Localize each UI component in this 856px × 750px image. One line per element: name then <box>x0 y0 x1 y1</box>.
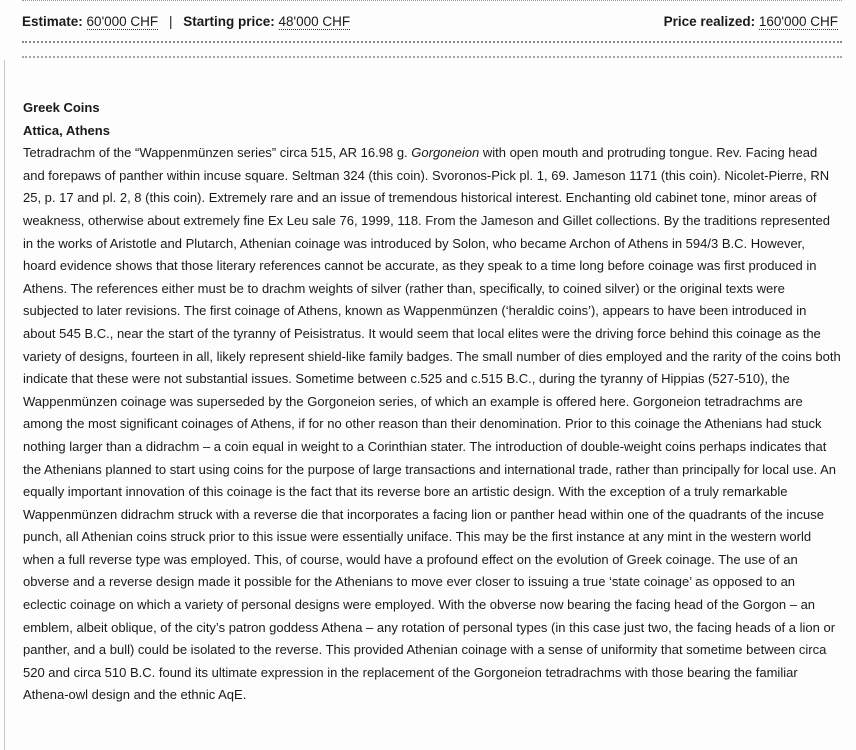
lot-title-italic: Gorgoneion <box>411 145 480 161</box>
lot-entry <box>23 97 841 707</box>
price-header-right <box>664 14 838 29</box>
dotted-divider <box>22 41 842 43</box>
lot-subcategory: Attica, Athens <box>23 122 110 138</box>
top-divider <box>22 0 842 1</box>
lot-category: Greek Coins <box>23 100 100 115</box>
price-header-left <box>22 14 350 29</box>
lot-title: Tetradrachm of the “Wappenmünzen series” circa 515, AR 16.98 g. <box>23 145 412 161</box>
price-realized-value: 160'000 CHF <box>758 14 838 29</box>
lot-description-text: with open mouth and protruding tongue. Rev. Facing head and forepaws of panther within incuse square. Seltman 324 (this coin). Svoronos-Pick pl. 1, 69. Jameson 1171 (this coin). Nicolet-Pierre, RN 25, p. 17 and pl. 2, 8 (this coin). Extremely rare and an issue of tremendous historical interest. Enchanting old cabinet tone, minor areas of weakness, otherwise about extremely fine Ex Leu sale 76, 1999, 118. From the Jameson and Gillet collections. By the traditions represented in the works of Aristotle and Plutarch, Athenian coinage was introduced by Solon, who became Archon of Athens in 594/3 B.C. However, hoard evidence shows that those literary references cannot be accurate, as they speak to a time long before coinage was first produced in Athens. The references either must be to drachm weights of silver (rather than, specifically, to coined silver) or the original texts were subjected to later revisions. The first coinage of Athens, known as Wappenmünzen (‘heraldic coins’), appears to have been introduced in about 545 B.C., near the start of the tyranny of Peisistratus. It would seem that local elites were the driving force behind this coinage as the variety of designs, fourteen in all, likely represent shield-like family badges. The small number of dies employed and the rarity of the coins both indicate that these were not substantial issues. Sometime between c.525 and c.515 B.C., during the tyranny of Hippias (527-510), the Wappenmünzen coinage was superseded by the Gorgoneion series, of which an example is offered here. Gorgoneion tetradrachms are among the most significant coinages of Athens, if for no other reason than their denomination. Prior to this coinage the Athenians had stuck nothing larger than a didrachm – a coin equal in weight to a Corinthian stater. The introduction of double-weight coins perhaps indicates that the Athenians planned to start using coins for the purpose of large transactions and international trade, rather than principally for local use. An equally important innovation of this coinage is the fact that its reverse bore an artistic design. With the exception of a truly remarkable Wappenmünzen didrachm struck with a reverse die that incorporates a facing lion or panther head within one of the quadrants of the incuse punch, all Athenian coins struck prior to this issue were essentially uniface. This may be the first instance at any mint in the western world when a full reverse type was employed. This, of course, would have a profound effect on the evolution of Greek coinage. The use of an obverse and a reverse design made it possible for the Athenians to move ever closer to issuing a true ‘state coinage’ as opposed to an eclectic coinage on which a variety of personal designs were employed. With the obverse now bearing the facing head of the Gorgon – an emblem, albeit oblique, of the city’s patron goddess Athena – any rotation of personal types (in this case just two, the facing heads of a lion or panther, and a bull) could be isolated to the reverse. This provided Athenian coinage with a sense of uniformity that sometime between circa 520 and circa 510 B.C. found its ultimate expression in the replacement of the Gorgoneion tetradrachms with those bearing the familiar Athena-owl design and the ethnic AqE. <box>23 145 841 703</box>
price-separator: | <box>168 14 173 29</box>
starting-price-label: Starting price: <box>183 14 275 29</box>
margin-rule <box>4 60 5 750</box>
starting-price-value: 48'000 CHF <box>278 14 351 29</box>
dotted-divider <box>22 56 842 58</box>
estimate-label: Estimate: <box>22 14 83 29</box>
lot-description <box>23 142 841 707</box>
price-realized-label: Price realized: <box>663 14 756 29</box>
price-header <box>22 14 838 36</box>
estimate-value: 60'000 CHF <box>86 14 159 29</box>
